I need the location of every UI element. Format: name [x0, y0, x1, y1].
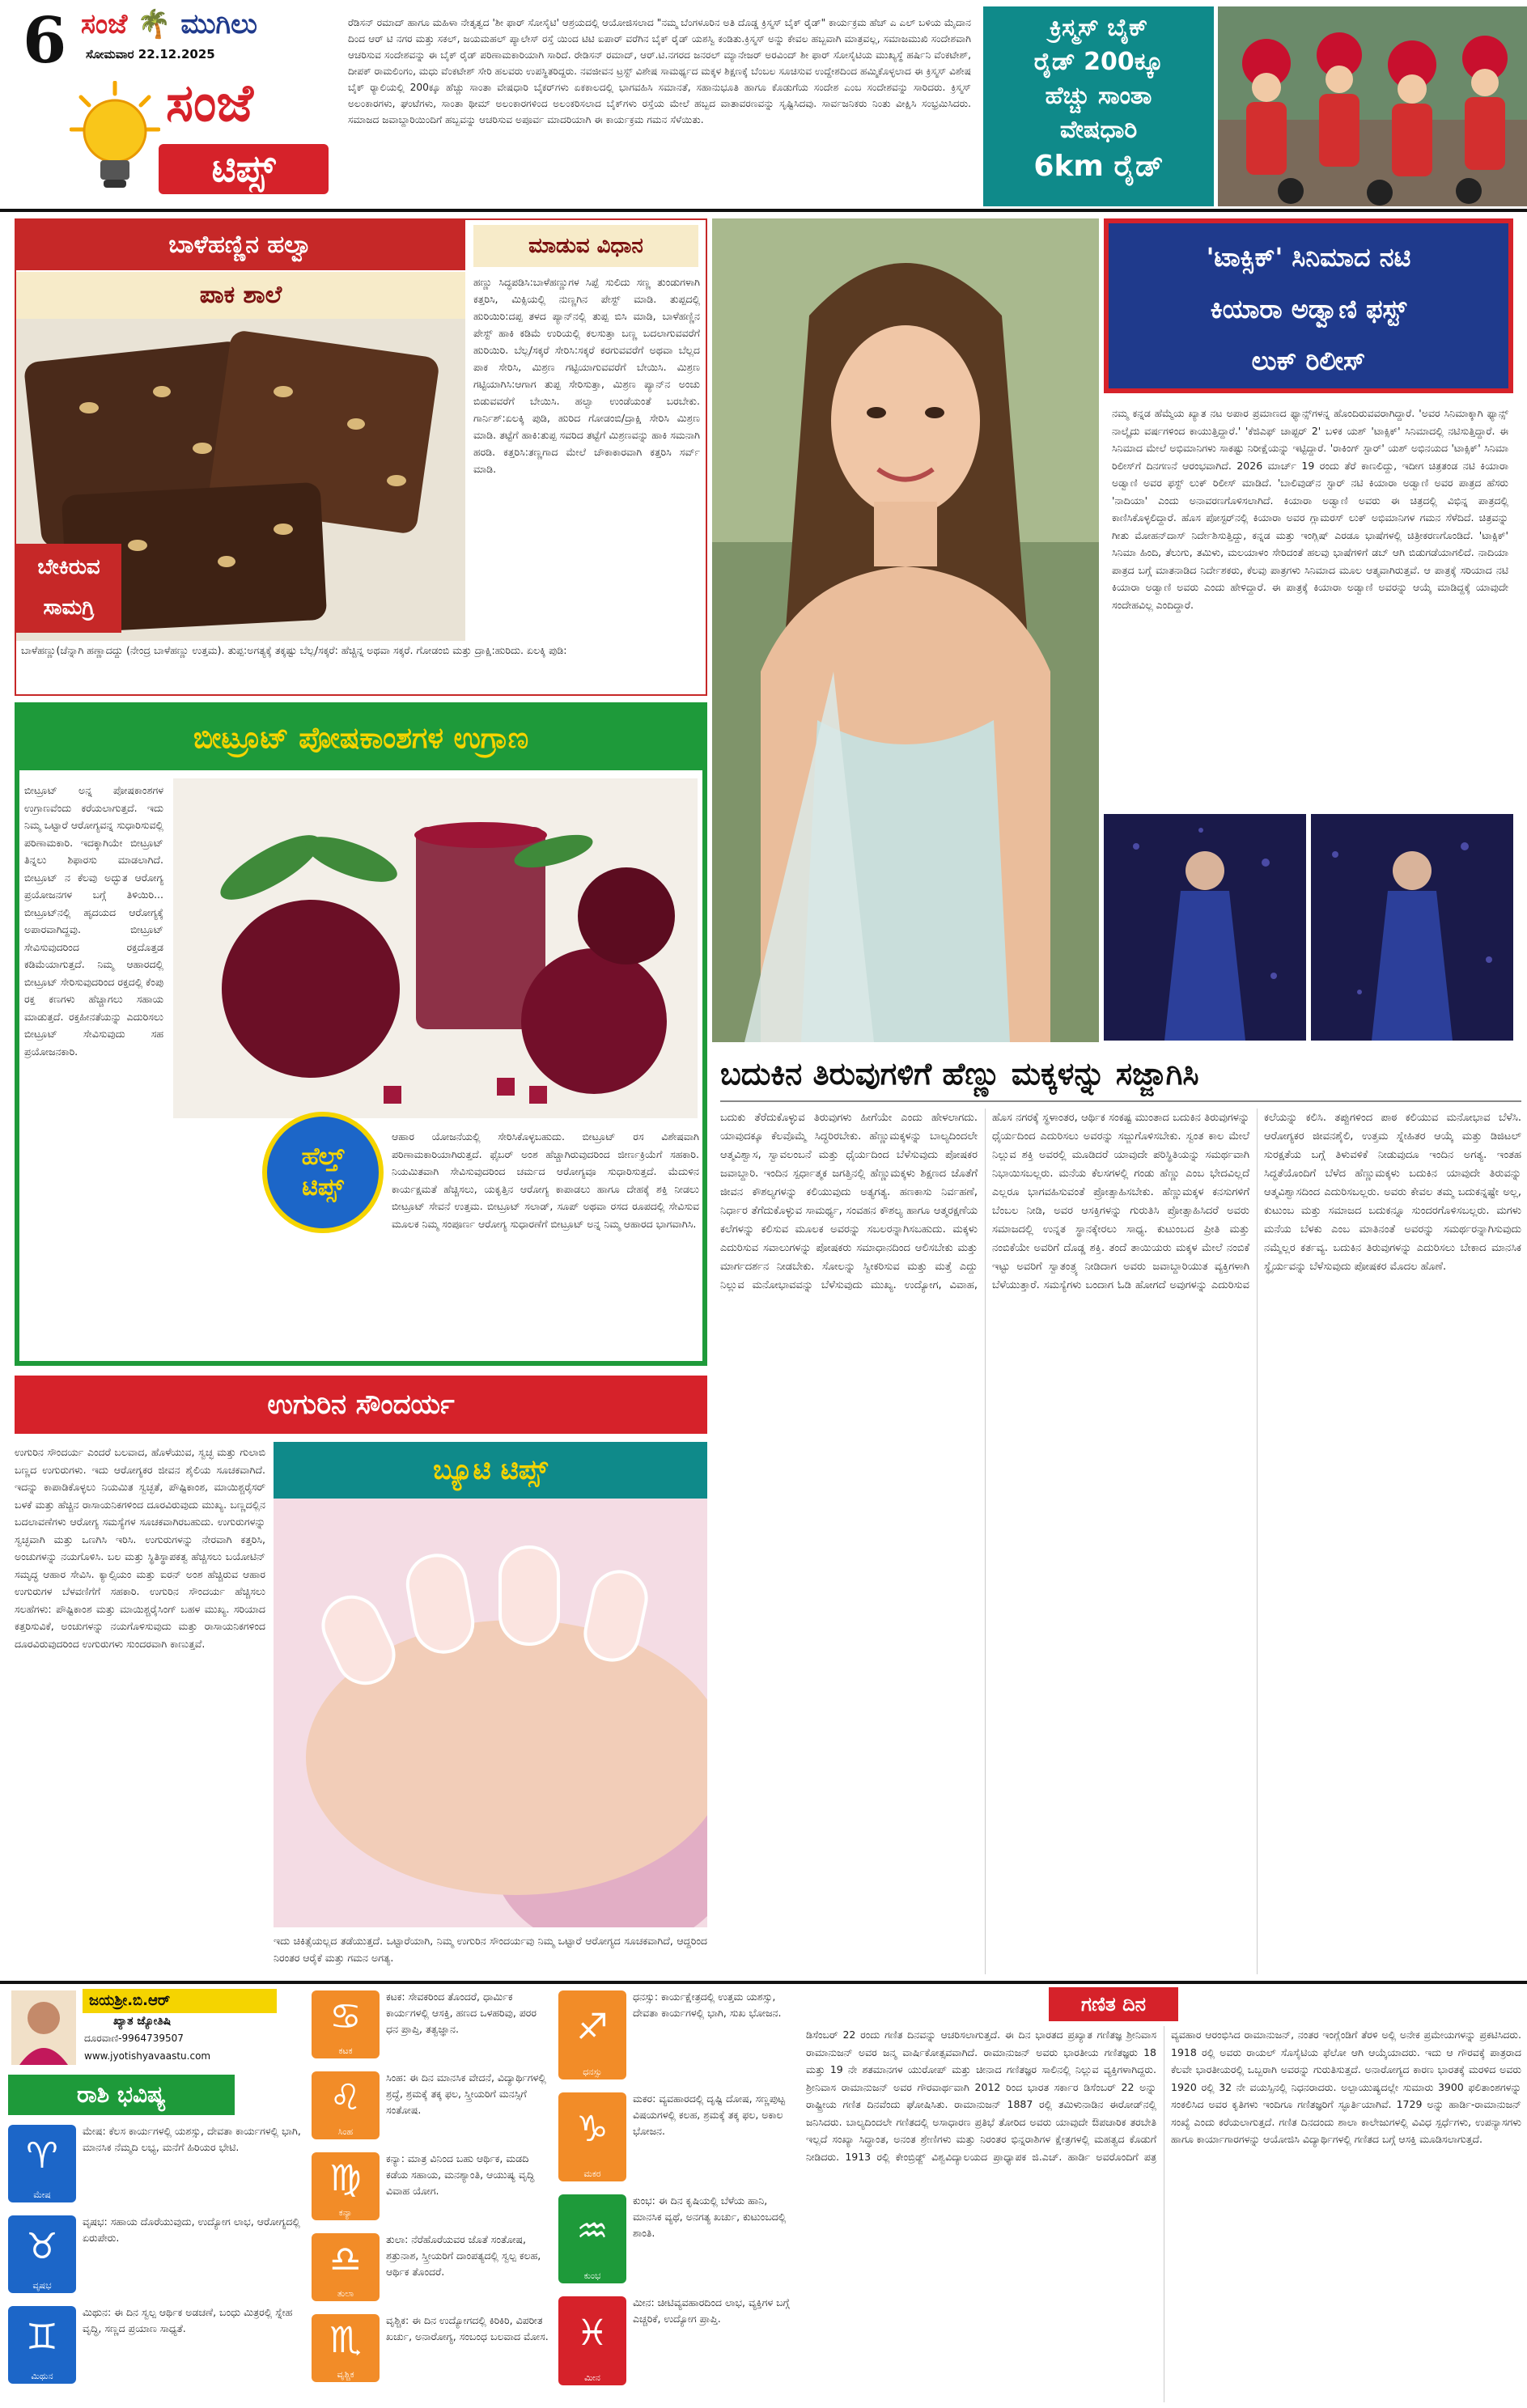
divider-parenting: [720, 1100, 1521, 1102]
horoscope-text: ಧನಸ್ಸು: ಕಾರ್ಯಕ್ಷೇತ್ರದಲ್ಲಿ ಉತ್ತಮ ಯಶಸ್ಸು, ದೇವತಾ ಕಾರ್ಯಗಳಲ್ಲಿ ಭಾಗಿ, ಸುಖ ಭೋಜನ.: [633, 1990, 782, 2019]
beetroot-title: ಬೀಟ್ರೂಟ್ ಪೋಷಕಾಂಶಗಳ ಉಗ್ರಾಣ: [19, 707, 702, 770]
horoscope-text: ಮೇಷ: ಕೆಲಸ ಕಾರ್ಯಗಳಲ್ಲಿ ಯಶಸ್ಸು, ದೇವತಾ ಕಾರ್ಯಗಳಲ್ಲಿ ಭಾಗಿ, ಮಾನಸಿಕ ನೆಮ್ಮದಿ ಲಭ್ಯ, ಮನೆಗೆ ಹಿರಿಯರ ಭೇಟಿ.: [83, 2125, 301, 2153]
halwa-ingredients: ಬಾಳೆಹಣ್ಣು(ಚೆನ್ನಾಗಿ ಹಣ್ಣಾದದ್ದು (ನೇಂದ್ರ ಬಾಳೆಹಣ್ಣು ಉತ್ತಮ). ತುಪ್ಪ:ಅಗತ್ಯಕ್ಕೆ ತಕ್ಕಷ್ಟು ಬೆಲ್ಲ/ಸಕ್ಕರೆ: ಹೆಚ್ಚಿನ್ನ ಅಥವಾ ಸಕ್ಕರೆ. ಗೋಡಂಬಿ ಮತ್ತು ದ್ರಾಕ್ಷಿ:ಹುರಿದು. ಏಲಕ್ಕಿ ಪುಡಿ:: [21, 644, 567, 656]
toxic-poster-1: [1104, 814, 1306, 1041]
ingredients-label: ಬೇಕಿರುವ ಸಾಮಗ್ರಿ: [16, 544, 121, 633]
box-line-3: ಹೆಚ್ಚು ಸಾಂತಾ: [1045, 82, 1152, 110]
bull-icon: ♉ ವೃಷಭ: [8, 2215, 76, 2293]
horoscope-row: [558, 2293, 801, 2390]
horoscope-text: ಸಿಂಹ: ಈ ದಿನ ಮಾನಸಿಕ ವೇದನೆ, ವಿದ್ಯಾರ್ಥಿಗಳಲ್ಲಿ ಶ್ರದ್ಧೆ, ಶ್ರಮಕ್ಕೆ ತಕ್ಕ ಫಲ, ಸ್ತ್ರೀಯರಿಗೆ ಮನಸ್ಸಿಗೆ ಸಂತೋಷ.: [386, 2071, 546, 2116]
toxic-article: ನಮ್ಮ ಕನ್ನಡ ಹೆಮ್ಮೆಯ ಖ್ಯಾತ ನಟ ಅಪಾರ ಪ್ರಮಾಣದ ಫ್ಯಾನ್ಸ್‌ಗಳನ್ನ ಹೊಂದಿರುವವರಾಗಿದ್ದಾರೆ. 'ಅವರ ಸಿನಿಮಾಕ್ಕಾಗಿ ಫ್ಯಾನ್ಸ್ ನಾಲ್ಕೈದು ವರ್ಷಗಳಿಂದ ಕಾಯುತ್ತಿದ್ದಾರೆ.' 'ಕೆಜಿಎಫ್ ಚಾಪ್ಟರ್ 2' ಬಳಿಕ ಯಶ್ 'ಟಾಕ್ಸಿಕ್' ಸಿನಿಮಾದಲ್ಲಿ ನಟಿಸುತ್ತಿದ್ದಾರೆ. ಈ ಸಿನಿಮಾದ ಮೇಲೆ ಅಭಿಮಾನಿಗಳು ಸಾಕಷ್ಟು ನಿರೀಕ್ಷೆಯನ್ನು ಇಟ್ಟಿದ್ದಾರೆ. 'ರಾಕಿಂಗ್ ಸ್ಟಾರ್' ಯಶ್ ಅಭಿನಯದ 'ಟಾಕ್ಸಿಕ್' ಸಿನಿಮಾ ರಿಲೀಸ್‌ಗೆ ದಿನಗಣನೆ ಆರಂಭವಾಗಿದೆ. 2026 ಮಾರ್ಚ್ 19 ರಂದು ತೆರೆ ಕಾಣಲಿದ್ದು, ಇದೀಗ ಚಿತ್ರತಂಡ ನಟಿ ಕಿಯಾರಾ ಅಡ್ವಾಣಿ ಅವರ ಫಸ್ಟ್ ಲುಕ್ ರಿಲೀಸ್ ಮಾಡಿದೆ. 'ಬಾಲಿವುಡ್‌ನ ಸ್ಟಾರ್ ನಟಿ ಕಿಯಾರಾ ಅಡ್ವಾಣಿ ಅವರ ಪಾತ್ರದ ಹೆಸರು 'ನಾದಿಯಾ' ಎಂದು ಅನಾವರಣಗೊಳಿಸಲಾಗಿದೆ. ಕಿಯಾರಾ ಅಡ್ವಾಣಿ ಅವರು ಈ ಚಿತ್ರದಲ್ಲಿ ವಿಭಿನ್ನ ಪಾತ್ರದಲ್ಲಿ ಕಾಣಿಸಿಕೊಳ್ಳಲಿದ್ದಾರೆ. ಹೊಸ ಪೋಸ್ಟರ್‌ನಲ್ಲಿ ಕಿಯಾರಾ ಅವರ ಗ್ಲಾಮರಸ್ ಲುಕ್ ಅಭಿಮಾನಿಗಳ ಗಮನ ಸೆಳೆದಿದೆ. ಚಿತ್ರವನ್ನು ಗೀತು ಮೋಹನ್‌ದಾಸ್ ನಿರ್ದೇಶಿಸುತ್ತಿದ್ದು, ಕನ್ನಡ ಮತ್ತು ಇಂಗ್ಲಿಷ್ ಎರಡೂ ಭಾಷೆಗಳಲ್ಲಿ ಚಿತ್ರೀಕರಣಗೊಂಡಿದೆ. 'ಟಾಕ್ಸಿಕ್' ಸಿನಿಮಾ ಹಿಂದಿ, ತೆಲುಗು, ತಮಿಳು, ಮಲಯಾಳಂ ಸೇರಿದಂತೆ ಹಲವು ಭಾಷೆಗಳಿಗೆ ಡಬ್ ಆಗಿ ಬಿಡುಗಡೆಯಾಗಲಿದೆ. ನಾದಿಯಾ ಪಾತ್ರದ ಬಗ್ಗೆ ಮಾತನಾಡಿದ ನಿರ್ದೇಶಕರು, ಕೆಲವು ಪಾತ್ರಗಳು ಸಿನಿಮಾದ ಮೂಲ ಆತ್ಮವಾಗಿರುತ್ತವೆ. ಆ ಪಾತ್ರಕ್ಕೆ ಸರಿಯಾದ ನಟಿ ಕಿಯಾರಾ ಅಡ್ವಾಣಿ ಅವರು ಎಂದು ಹೇಳಿದ್ದಾರೆ. ಈ ಪಾತ್ರಕ್ಕೆ ಕಿಯಾರಾ ಅಡ್ವಾಣಿ ಅವರನ್ನು ಆಯ್ಕೆ ಮಾಡಿದ್ದಕ್ಕೆ ಯಾವುದೇ ಸಂದೇಹವಿಲ್ಲ ಎಂದಿದ್ದಾರೆ.: [1112, 407, 1508, 611]
health-tips-label: ಹೆಲ್ತ್ ಟಿಪ್ಸ್: [301, 1143, 345, 1202]
health-tips-badge: [262, 1112, 384, 1233]
box-line-4: ವೇಷಧಾರಿ: [1059, 116, 1138, 144]
sign-name: ಮೇಷ: [33, 2190, 51, 2200]
kitchen-label: ಪಾಕ ಶಾಲೆ: [16, 272, 465, 319]
astrologer-role: ಖ್ಯಾತ ಜ್ಯೋತಿಷಿ: [113, 2015, 172, 2028]
signs-column-2: [312, 1987, 554, 2401]
crab-icon: ♋ ಕಟಕ: [312, 1990, 380, 2058]
math-day-title: ಗಣಿತ ದಿನ: [1049, 1987, 1178, 2021]
horoscope-text: ವೃಷಭ: ಸಹಾಯ ದೊರೆಯುವುದು, ಉದ್ಯೋಗ ಲಾಭ, ಆರೋಗ್ಯದಲ್ಲಿ ಏರುಪೇರು.: [83, 2215, 300, 2244]
beetroot-photo: [173, 778, 698, 1118]
horoscope-text: ತುಲಾ: ನೆರೆಹೊರೆಯವರ ಜೊತೆ ಸಂತೋಷ, ಶತ್ರುನಾಶ, ಸ್ತ್ರೀಯರಿಗೆ ದಾಂಪತ್ಯದಲ್ಲಿ ಸ್ವಲ್ಪ ಕಲಹ, ಆರ್ಥಿಕ ತೊಂದರೆ.: [386, 2233, 541, 2278]
toxic-title-line-2: ಕಿಯಾರಾ ಅಡ್ವಾಣಿ ಫಸ್ಟ್: [1210, 294, 1407, 324]
nails-section: [15, 1376, 707, 1974]
sign-name: ಕುಂಭ: [583, 2270, 601, 2281]
toxic-title-line-3: ಲುಕ್ ರಿಲೀಸ್: [1251, 346, 1366, 376]
section-title-tips: ಟಿಪ್ಸ್: [159, 144, 329, 194]
page-number: 6: [23, 4, 67, 78]
parenting-title: ಬದುಕಿನ ತಿರುವುಗಳಿಗೆ ಹೆಣ್ಣು ಮಕ್ಕಳನ್ನು ಸಜ್ಜಾಗಿಸಿ: [720, 1056, 1199, 1092]
toxic-title-box: [1104, 218, 1513, 393]
paper-name-part-1: ಸಂಜೆ: [81, 8, 128, 40]
sign-name: ಕಟಕ: [338, 2046, 353, 2056]
horoscope-text: ಕುಂಭ: ಈ ದಿನ ಕೃಷಿಯಲ್ಲಿ ಬೆಳೆಯ ಹಾನಿ, ಮಾನಸಿಕ ವ್ಯಥೆ, ಅನಗತ್ಯ ಖರ್ಚು, ಕುಟುಂಬದಲ್ಲಿ ಶಾಂತಿ.: [633, 2194, 787, 2239]
goat-icon: ♑ ಮಕರ: [558, 2092, 626, 2181]
beetroot-text-left: ಬೀಟ್ರೂಟ್ ಅನ್ನ ಪೋಷಕಾಂಶಗಳ ಉಗ್ರಾಣವೆಂದು ಕರೆಯಲಾಗುತ್ತದೆ. ಇದು ನಿಮ್ಮ ಒಟ್ಟಾರೆ ಆರೋಗ್ಯವನ್ನ ಸುಧಾರಿಸುವಲ್ಲಿ ಪರಿಣಾಮಕಾರಿ. ಇದಕ್ಕಾಗಿಯೇ ಬೀಟ್ರೂಟ್ ತಿನ್ನಲು ಶಿಫಾರಸು ಮಾಡಲಾಗಿದೆ. ಬೀಟ್ರೂಟ್ ನ ಕೆಲವು ಅದ್ಭುತ ಆರೋಗ್ಯ ಪ್ರಯೋಜನಗಳ ಬಗ್ಗೆ ತಿಳಿಯಿರಿ... ಬೀಟ್ರೂಟ್‌ನಲ್ಲಿ ಹೃದಯದ ಆರೋಗ್ಯಕ್ಕೆ ಅಪಾರವಾಗಿದ್ದವು. ಬೀಟ್ರೂಟ್ ಸೇವಿಸುವುದರಿಂದ ರಕ್ತದೊತ್ತಡ ಕಡಿಮೆಯಾಗುತ್ತದೆ. ನಿಮ್ಮ ಆಹಾರದಲ್ಲಿ ಬೀಟ್ರೂಟ್ ಸೇರಿಸುವುದರಿಂದ ರಕ್ತದಲ್ಲಿ ಕೆಂಪು ರಕ್ತ ಕಣಗಳು ಹೆಚ್ಚಾಗಲು ಸಹಾಯ ಮಾಡುತ್ತದೆ. ರಕ್ತಹೀನತೆಯನ್ನು ಎದುರಿಸಲು ಬೀಟ್ರೂಟ್ ಸೇವಿಸುವುದು ಸಹ ಪ್ರಯೋಜನಕಾರಿ.: [24, 784, 163, 1058]
palm-tree-icon: 🌴: [137, 8, 172, 40]
nails-text: ಉಗುರಿನ ಸೌಂದರ್ಯ ಎಂದರೆ ಬಲವಾದ, ಹೊಳೆಯುವ, ಸ್ವಚ್ಛ ಮತ್ತು ಗುಲಾಬಿ ಬಣ್ಣದ ಉಗುರುಗಳು. ಇದು ಆರೋಗ್ಯಕರ ಜೀವನ ಶೈಲಿಯ ಸೂಚಕವಾಗಿದೆ. ಇದನ್ನು ಕಾಪಾಡಿಕೊಳ್ಳಲು ನಿಯಮಿತ ಸ್ವಚ್ಛತೆ, ಪೌಷ್ಟಿಕಾಂಶ, ಮಾಯಿಶ್ಚರೈಸರ್ ಬಳಕೆ ಮತ್ತು ಹೆಚ್ಚಿನ ರಾಸಾಯನಿಕಗಳಿಂದ ದೂರವಿರುವುದು ಮುಖ್ಯ. ಬಣ್ಣದಲ್ಲಿನ ಬದಲಾವಣೆಗಳು ಆರೋಗ್ಯ ಸಮಸ್ಯೆಗಳ ಸೂಚಕವಾಗಿರಬಹುದು. ಉಗುರುಗಳನ್ನು ಸ್ವಚ್ಛವಾಗಿ ಮತ್ತು ಒಣಗಿಸಿ ಇರಿಸಿ. ಉಗುರುಗಳನ್ನು ನೇರವಾಗಿ ಕತ್ತರಿಸಿ, ಅಂಚುಗಳನ್ನು ನಯಗೊಳಿಸಿ. ಬಲ ಮತ್ತು ಸ್ಥಿತಿಸ್ಥಾಪಕತ್ವ ಹೆಚ್ಚಿಸಲು ಬಯೋಟಿನ್ ಸಮೃದ್ಧ ಆಹಾರ ಸೇವಿಸಿ. ಕ್ಯಾಲ್ಸಿಯಂ ಮತ್ತು ಐರನ್ ಅಂಶ ಹೆಚ್ಚಿರುವ ಆಹಾರ ಉಗುರುಗಳ ಬೆಳವಣಿಗೆಗೆ ಸಹಕಾರಿ. ಉಗುರಿನ ಸೌಂದರ್ಯ ಹೆಚ್ಚಿಸಲು ಸಲಹೆಗಳು: ಪೌಷ್ಟಿಕಾಂಶ ಮತ್ತು ಮಾಯಿಶ್ಚರೈಸಿಂಗ್ ಬಹಳ ಮುಖ್ಯ. ಸರಿಯಾದ ಕತ್ತರಿಸುವಿಕೆ, ಅಂಚುಗಳನ್ನು ನಯಗೊಳಿಸುವುದು ಮತ್ತು ರಾಸಾಯನಿಕಗಳಿಂದ ದೂರವಿರುವುದರಿಂದ ಉಗುರುಗಳು ಸುಂದರವಾಗಿ ಕಾಣುತ್ತವೆ.: [15, 1446, 265, 1650]
sign-name: ಕನ್ಯಾ: [338, 2207, 353, 2218]
sign-name: ಸಿಂಹ: [337, 2126, 354, 2137]
math-day-section: [806, 1987, 1521, 2404]
horoscope-text: ಮಿಥುನ: ಈ ದಿನ ಸ್ವಲ್ಪ ಆರ್ಥಿಕ ಅಡಚಣೆ, ಬಂಧು ಮಿತ್ರರಲ್ಲಿ ಸ್ನೇಹ ವೃದ್ಧಿ, ಸಣ್ಣದ ಪ್ರಯಾಣ ಸಾಧ್ಯತೆ.: [83, 2306, 293, 2334]
lion-icon: ♌ ಸಿಂಹ: [312, 2071, 380, 2139]
horoscope-section: [8, 1987, 801, 2404]
signs-column-1: [8, 2122, 308, 2401]
nails-caption: ಇದು ಚಿಕಿತ್ಸೆಯಲ್ಲದ ತಡೆಯುತ್ತದೆ. ಒಟ್ಟಾರೆಯಾಗಿ, ನಿಮ್ಮ ಉಗುರಿನ ಸೌಂದರ್ಯವು ನಿಮ್ಮ ಒಟ್ಟಾರೆ ಆರೋಗ್ಯದ ಸೂಚಕವಾಗಿದೆ, ಆದ್ದರಿಂದ ನಿರಂತರ ಆರೈಕೆ ಮತ್ತು ಗಮನ ಅಗತ್ಯ.: [274, 1935, 707, 1964]
paper-name-part-2: ಮುಗಿಲು: [180, 8, 257, 40]
astrologer-phone: ದೂರವಾಣಿ-9964739507: [84, 2033, 184, 2044]
ram-icon: ♈ ಮೇಷ: [8, 2125, 76, 2202]
archer-icon: ♐ ಧನಸ್ಸು: [558, 1990, 626, 2079]
math-day-article: ಡಿಸೆಂಬರ್ 22 ರಂದು ಗಣಿತ ದಿನವನ್ನು ಆಚರಿಸಲಾಗುತ್ತದೆ. ಈ ದಿನ ಭಾರತದ ಪ್ರಖ್ಯಾತ ಗಣಿತಜ್ಞ ಶ್ರೀನಿವಾಸ ರಾಮಾನುಜನ್ ಅವರ ಜನ್ಮ ವಾರ್ಷಿಕೋತ್ಸವವಾಗಿದೆ. ರಾಮಾನುಜನ್ ಅವರು ಭಾರತೀಯ ಗಣಿತಜ್ಞರು 18 ಮತ್ತು 19 ನೇ ಶತಮಾನಗಳ ಯುರೋಪ್ ಮತ್ತು ಚೀನಾದ ಗಣಿತಜ್ಞರ ಸಾಲಿನಲ್ಲಿ ನಿಲ್ಲುವ ವ್ಯಕ್ತಿಗಳಾಗಿದ್ದರು. ಶ್ರೀನಿವಾಸ ರಾಮಾನುಜನ್ ಅವರ ಗೌರವಾರ್ಥವಾಗಿ 2012 ರಿಂದ ಭಾರತ ಸರ್ಕಾರ ಡಿಸೆಂಬರ್ 22 ಅನ್ನು ರಾಷ್ಟ್ರೀಯ ಗಣಿತ ದಿನವೆಂದು ಘೋಷಿಸಿತು. ರಾಮಾನುಜನ್ 1887 ರಲ್ಲಿ ತಮಿಳುನಾಡಿನ ಈರೋಡ್‌ನಲ್ಲಿ ಜನಿಸಿದರು. ಬಾಲ್ಯದಿಂದಲೇ ಗಣಿತದಲ್ಲಿ ಅಸಾಧಾರಣ ಪ್ರತಿಭೆ ತೋರಿದ ಅವರು ಯಾವುದೇ ಔಪಚಾರಿಕ ತರಬೇತಿ ಇಲ್ಲದೆ ಸಂಖ್ಯಾ ಸಿದ್ಧಾಂತ, ಅನಂತ ಶ್ರೇಣಿಗಳು ಮತ್ತು ನಿರಂತರ ಭಿನ್ನರಾಶಿಗಳ ಕ್ಷೇತ್ರಗಳಲ್ಲಿ ಮಹತ್ವದ ಕೊಡುಗೆ ನೀಡಿದರು. 1913 ರಲ್ಲಿ ಕೇಂಬ್ರಿಡ್ಜ್ ವಿಶ್ವವಿದ್ಯಾಲಯದ ಪ್ರಾಧ್ಯಾಪಕ ಜಿ.ಎಚ್. ಹಾರ್ಡಿ ಅವರೊಂದಿಗೆ ಪತ್ರ ವ್ಯವಹಾರ ಆರಂಭಿಸಿದ ರಾಮಾನುಜನ್, ನಂತರ ಇಂಗ್ಲೆಂಡಿಗೆ ತೆರಳಿ ಅಲ್ಲಿ ಅನೇಕ ಪ್ರಮೇಯಗಳನ್ನು ಪ್ರಕಟಿಸಿದರು. 1918 ರಲ್ಲಿ ಅವರು ರಾಯಲ್ ಸೊಸೈಟಿಯ ಫೆಲೋ ಆಗಿ ಆಯ್ಕೆಯಾದರು. ಇದು ಆ ಗೌರವಕ್ಕೆ ಪಾತ್ರರಾದ ಕೆಲವೇ ಭಾರತೀಯರಲ್ಲಿ ಒಬ್ಬರಾಗಿ ಅವರನ್ನು ಗುರುತಿಸುತ್ತದೆ. ಅನಾರೋಗ್ಯದ ಕಾರಣ ಭಾರತಕ್ಕೆ ಮರಳಿದ ಅವರು 1920 ರಲ್ಲಿ 32 ನೇ ವಯಸ್ಸಿನಲ್ಲಿ ನಿಧನರಾದರು. ಅಲ್ಪಾಯುಷ್ಯದಲ್ಲೇ ಸುಮಾರು 3900 ಫಲಿತಾಂಶಗಳನ್ನು ಸಂಕಲಿಸಿದ ಅವರ ಕೃತಿಗಳು ಇಂದಿಗೂ ಗಣಿತಜ್ಞರಿಗೆ ಸ್ಫೂರ್ತಿಯಾಗಿವೆ. 1729 ಅನ್ನು ಹಾರ್ಡಿ-ರಾಮಾನುಜನ್ ಸಂಖ್ಯೆ ಎಂದು ಕರೆಯಲಾಗುತ್ತದೆ. ಗಣಿತ ದಿನದಂದು ಶಾಲಾ ಕಾಲೇಜುಗಳಲ್ಲಿ ವಿವಿಧ ಸ್ಪರ್ಧೆಗಳು, ಉಪನ್ಯಾಸಗಳು ಹಾಗೂ ಕಾರ್ಯಾಗಾರಗಳನ್ನು ಆಯೋಜಿಸಿ ವಿದ್ಯಾರ್ಥಿಗಳಲ್ಲಿ ಗಣಿತದ ಬಗ್ಗೆ ಆಸಕ್ತಿ ಮೂಡಿಸಲಾಗುತ್ತದೆ.: [806, 2029, 1521, 2163]
astrologer-name: ಜಯಶ್ರೀ.ಬಿ.ಆರ್: [83, 1989, 277, 2013]
box-line-1: ಕ್ರಿಸ್ಮಸ್ ಬೈಕ್: [1049, 14, 1148, 42]
sign-name: ತುಲಾ: [337, 2288, 354, 2299]
box-line-5: 6km ರೈಡ್: [1033, 150, 1164, 183]
beauty-tips-badge: ಬ್ಯೂಟಿ ಟಿಪ್ಸ್: [274, 1442, 707, 1499]
paper-name: [81, 8, 257, 40]
fish-icon: ♓ ಮೀನ: [558, 2296, 626, 2385]
halwa-section: [15, 218, 707, 696]
horoscope-row: [312, 2311, 554, 2387]
kiara-advani-photo: [712, 218, 1099, 1042]
horoscope-text: ಕನ್ಯಾ: ಮಾತ್ರ ವಿನಿಂದ ಬಹು ಆರ್ಥಿಕ, ಮಡದಿ ಕಡೆಯ ಸಹಾಯ, ಮನಶ್ಯಾಂತಿ, ಆಯುಷ್ಯ ವೃದ್ಧಿ ವಿವಾಹ ಯೋಗ.: [386, 2152, 535, 2197]
horoscope-row: [558, 2089, 801, 2186]
signs-column-3: [558, 1987, 801, 2401]
horoscope-title: ರಾಶಿ ಭವಿಷ್ಯ: [8, 2075, 235, 2115]
scales-icon: ♎ ತುಲಾ: [312, 2233, 380, 2301]
horoscope-row: [312, 2068, 554, 2144]
toxic-section: [1104, 218, 1513, 1042]
divider-top: [0, 209, 1527, 212]
horoscope-row: [558, 1987, 801, 2084]
horoscope-text: ವೃಶ್ಚಿಕ: ಈ ದಿನ ಉದ್ಯೋಗದಲ್ಲಿ ಕಿರಿಕಿರಿ, ವಿಪರೀತ ಖರ್ಚು, ಅನಾರೋಗ್ಯ, ಸಂಬಂಧ ಬಲವಾದ ಮೋಸ.: [386, 2314, 549, 2342]
sign-name: ವೃಷಭ: [32, 2280, 52, 2291]
lightbulb-icon: [70, 81, 160, 194]
christmas-ride-article: ರೆಡಿಸನ್ ರಮಾದ್ ಹಾಗೂ ಮಹಿಳಾ ನೇತೃತ್ವದ 'ಶೀ ಫಾರ್ ಸೋಸೈಟಿ' ಆಶ್ರಯದಲ್ಲಿ ಆಯೋಜಿಸಲಾದ "ನಮ್ಮ ಬೆಂಗಳೂರಿನ ಅತಿ ದೊಡ್ಡ ಕ್ರಿಸ್ಮಸ್ ಬೈಕ್ ರೈಡ್" ಕಾರ್ಯಕ್ರಮ ಹೆಚ್ ಎ ಎಲ್ ಬಳಿಯ ಮೈದಾನ ದಿಂದ ಆರ್ ಟಿ ನಗರ ಮತ್ತು ಸಕಲ್, ಜಯಮಹಲ್ ಪ್ಯಾಲೇಸ್ ರಸ್ತೆ ಯಿಂದ ಟಿಟಿ ಐಪಾರ್ ವರೆಗಿನ ಬೈಕ್ ರೈಡ್ ಯಶಸ್ವಿ ಕಂಡಿತು.ಕ್ರಿಸ್ಮಸ್ ಅನ್ನು ಕೇವಲ ಹಬ್ಬವಾಗಿ ಮಾತ್ರವಲ್ಲ, ಸಮಾಜಮುಖಿ ಸಂದೇಶವಾಗಿ ಆಚರಿಸುವ ಸಂದೇಶವನ್ನು ಈ ಬೈಕ್ ರೈಡ್ ಪರಿಣಾಮಕಾರಿಯಾಗಿ ಸಾರಿದೆ. ರೇಡಿಸನ್ ರಮಾದ್, ಆರ್.ಟಿ.ನಗರದ ಜನರಲ್ ಮ್ಯಾನೇಜರ್ ಅರವಿಂದ್ ಶೀ ಫಾರ್ ಸೋಸೈಟಿಯ ಮುಖ್ಯಸ್ಥೆ ಹರ್ಷಿನಿ ವೆಂಕಟೇಶ್, ದೀಪಕ್ ರಾಮಲಿಂಗಂ, ಮಧು ವೆಂಕಟೇಶ್ ಸೇರಿ ಹಲವರು ಉಪಸ್ಥಿತರಿದ್ದರು. ನವಜೀವನ ಟ್ರಸ್ಟ್ ವಿಶೇಷ ಸಾಮರ್ಥ್ಯದ ಮಕ್ಕಳ ಶಿಕ್ಷಣಕ್ಕೆ ಬೆಂಬಲ ಸೂಚಿಸುವ ಉದ್ದೇಶದಿಂದ ಹಮ್ಮಿಕೊಳ್ಳಲಾದ ಈ ಕ್ರಿಸ್ಮಸ್ ವಿಶೇಷ ಬೈಕ್ ರ್‍ಯಾಲಿಯಲ್ಲಿ 200ಕ್ಕೂ ಹೆಚ್ಚು ಸಾಂತಾ ವೇಷಧಾರಿ ಬೈಕರ್‌ಗಳು ಏಕಕಾಲದಲ್ಲಿ ಭಾಗವಹಿಸಿ ಸಮಾನತೆ, ಸಹಾನುಭೂತಿ ಹಾಗೂ ಕೊಡುಗೆಯ ಸಂದೇಶ ಎಂಬ ಸಂದೇಶವನ್ನು ಸಾರಿದರು. ಕ್ರಿಸ್ಮಸ್ ಅಲಂಕಾರಗಳು, ಘಂಟೆಗಳು, ಸಾಂತಾ ಥೀಮ್ ಅಲಂಕಾರಗಳಿಂದ ಅಲಂಕರಿಸಲಾದ ಬೈಕ್‌ಗಳು ರಸ್ತೆಯ ಮೇಲೆ ಹಬ್ಬದ ವಾತಾವರಣವನ್ನು ಸೃಷ್ಟಿಸಿದವು. ಸಾರ್ವಜನಿಕರು ನಿಂತು ವೀಕ್ಷಿಸಿ ಸಂಭ್ರಮಿಸಿದರು. ಸಮಾಜದ ಜವಾಬ್ದಾರಿಯಿಂದಿಗೆ ಹಬ್ಬವನ್ನು ಆಚರಿಸುವ ಅಪೂರ್ವ ಮಾದರಿಯಾಗಿ ಈ ಕಾರ್ಯಕ್ರಮ ಗಮನ ಸೆಳೆಯಿತು.: [348, 17, 971, 125]
santa-bikers-photo: [1218, 6, 1527, 206]
horoscope-row: [8, 2122, 308, 2207]
sign-name: ಮಿಥುನ: [31, 2371, 53, 2381]
divider-bottom: [0, 1981, 1527, 1984]
horoscope-row: [312, 2230, 554, 2306]
astrologer-avatar: [11, 1990, 76, 2065]
sign-name: ಮೀನ: [584, 2372, 600, 2383]
water-bearer-icon: ♒ ಕುಂಭ: [558, 2194, 626, 2283]
horoscope-row: [8, 2303, 308, 2389]
astrologer-website[interactable]: www.jyotishyavaastu.com: [84, 2050, 211, 2062]
horoscope-row: [8, 2212, 308, 2298]
horoscope-text: ಕಟಕ: ಸೇವಕರಿಂದ ತೊಂದರೆ, ಧಾರ್ಮಿಕ ಕಾರ್ಯಗಳಲ್ಲಿ ಆಸಕ್ತಿ, ಹಣದ ಒಳಹರಿವು, ಪರರ ಧನ ಪ್ರಾಪ್ತಿ, ತತ್ವಜ್ಞಾನ.: [386, 1990, 537, 2035]
scorpion-icon: ♏ ವೃಶ್ಚಿಕ: [312, 2314, 380, 2382]
horoscope-text: ಮಕರ: ವ್ಯವಹಾರದಲ್ಲಿ ದೃಷ್ಟಿ ದೋಷ, ಸಣ್ಣಪುಟ್ಟ ವಿಷಯಗಳಲ್ಲಿ ಕಲಹ, ಶ್ರಮಕ್ಕೆ ತಕ್ಕ ಫಲ, ಅಕಾಲ ಭೋಜನ.: [633, 2092, 786, 2137]
nails-title: ಉಗುರಿನ ಸೌಂದರ್ಯ: [15, 1376, 707, 1434]
horoscope-row: [312, 2149, 554, 2225]
box-line-2: ರೈಡ್ 200ಕ್ಕೂ: [1033, 48, 1164, 76]
horoscope-row: [558, 2191, 801, 2288]
toxic-poster-2: [1311, 814, 1513, 1041]
beetroot-section: [15, 702, 707, 1366]
parenting-article: ಬದುಕು ತೆರೆದುಕೊಳ್ಳುವ ತಿರುವುಗಳು ಹೀಗೆಯೇ ಎಂದು ಹೇಳಲಾಗದು. ಯಾವುದಕ್ಕೂ ಕೆಲವೊಮ್ಮೆ ಸಿದ್ಧರಿರಬೇಕು. ಹೆಣ್ಣುಮಕ್ಕಳನ್ನು ಬಾಲ್ಯದಿಂದಲೇ ಆತ್ಮವಿಶ್ವಾಸ, ಸ್ವಾವಲಂಬನೆ ಮತ್ತು ಧೈರ್ಯದಿಂದ ಬೆಳೆಸುವುದು ಪೋಷಕರ ಜವಾಬ್ದಾರಿ. ಇಂದಿನ ಸ್ಪರ್ಧಾತ್ಮಕ ಜಗತ್ತಿನಲ್ಲಿ ಹೆಣ್ಣುಮಕ್ಕಳು ಶಿಕ್ಷಣದ ಜೊತೆಗೆ ಜೀವನ ಕೌಶಲ್ಯಗಳನ್ನು ಕಲಿಯುವುದು ಅತ್ಯಗತ್ಯ. ಹಣಕಾಸು ನಿರ್ವಹಣೆ, ನಿರ್ಧಾರ ತೆಗೆದುಕೊಳ್ಳುವ ಸಾಮರ್ಥ್ಯ, ಸಂವಹನ ಕೌಶಲ್ಯ ಹಾಗೂ ಆತ್ಮರಕ್ಷಣೆಯ ಕಲೆಗಳನ್ನು ಕಲಿಸುವ ಮೂಲಕ ಅವರನ್ನು ಸಬಲರನ್ನಾಗಿಸಬಹುದು. ಮಕ್ಕಳು ಎದುರಿಸುವ ಸವಾಲುಗಳನ್ನು ಪೋಷಕರು ಸಮಾಧಾನದಿಂದ ಆಲಿಸಬೇಕು ಮತ್ತು ಮಾರ್ಗದರ್ಶನ ನೀಡಬೇಕು. ಸೋಲನ್ನು ಸ್ವೀಕರಿಸುವ ಮತ್ತು ಮತ್ತೆ ಎದ್ದು ನಿಲ್ಲುವ ಮನೋಭಾವವನ್ನು ಬೆಳೆಸುವುದು ಮುಖ್ಯ. ಉದ್ಯೋಗ, ವಿವಾಹ, ಹೊಸ ನಗರಕ್ಕೆ ಸ್ಥಳಾಂತರ, ಆರ್ಥಿಕ ಸಂಕಷ್ಟ ಮುಂತಾದ ಬದುಕಿನ ತಿರುವುಗಳನ್ನು ಧೈರ್ಯದಿಂದ ಎದುರಿಸಲು ಅವರನ್ನು ಸಜ್ಜುಗೊಳಿಸಬೇಕು. ಸ್ವಂತ ಕಾಲ ಮೇಲೆ ನಿಲ್ಲುವ ಶಕ್ತಿ ಅವರಲ್ಲಿ ಮೂಡಿದರೆ ಯಾವುದೇ ಪರಿಸ್ಥಿತಿಯನ್ನು ಸಮರ್ಥವಾಗಿ ನಿಭಾಯಿಸಬಲ್ಲರು. ಮನೆಯ ಕೆಲಸಗಳಲ್ಲಿ ಗಂಡು ಹೆಣ್ಣು ಎಂಬ ಭೇದವಿಲ್ಲದೆ ಎಲ್ಲರೂ ಭಾಗವಹಿಸುವಂತೆ ಪ್ರೋತ್ಸಾಹಿಸಬೇಕು. ಹೆಣ್ಣುಮಕ್ಕಳ ಕನಸುಗಳಿಗೆ ಬೆಂಬಲ ನೀಡಿ, ಅವರ ಆಸಕ್ತಿಗಳನ್ನು ಗುರುತಿಸಿ ಪ್ರೋತ್ಸಾಹಿಸಿದರೆ ಅವರು ಸಮಾಜದಲ್ಲಿ ಉನ್ನತ ಸ್ಥಾನಕ್ಕೇರಲು ಸಾಧ್ಯ. ಕುಟುಂಬದ ಪ್ರೀತಿ ಮತ್ತು ನಂಬಿಕೆಯೇ ಅವರಿಗೆ ದೊಡ್ಡ ಶಕ್ತಿ. ತಂದೆ ತಾಯಿಯರು ಮಕ್ಕಳ ಮೇಲೆ ನಂಬಿಕೆ ಇಟ್ಟು ಅವರಿಗೆ ಸ್ವಾತಂತ್ರ್ಯ ನೀಡಿದಾಗ ಅವರು ಜವಾಬ್ದಾರಿಯುತ ವ್ಯಕ್ತಿಗಳಾಗಿ ಬೆಳೆಯುತ್ತಾರೆ. ಸಮಸ್ಯೆಗಳು ಬಂದಾಗ ಓಡಿ ಹೋಗದೆ ಅವುಗಳನ್ನು ಎದುರಿಸುವ ಕಲೆಯನ್ನು ಕಲಿಸಿ. ತಪ್ಪುಗಳಿಂದ ಪಾಠ ಕಲಿಯುವ ಮನೋಭಾವ ಬೆಳೆಸಿ. ಆರೋಗ್ಯಕರ ಜೀವನಶೈಲಿ, ಉತ್ತಮ ಸ್ನೇಹಿತರ ಆಯ್ಕೆ ಮತ್ತು ಡಿಜಿಟಲ್ ಸುರಕ್ಷತೆಯ ಬಗ್ಗೆ ತಿಳುವಳಿಕೆ ನೀಡುವುದೂ ಇಂದಿನ ಅಗತ್ಯ. ಇಂತಹ ಸಿದ್ಧತೆಯೊಂದಿಗೆ ಬೆಳೆದ ಹೆಣ್ಣುಮಕ್ಕಳು ಬದುಕಿನ ಯಾವುದೇ ತಿರುವನ್ನು ಆತ್ಮವಿಶ್ವಾಸದಿಂದ ಎದುರಿಸಬಲ್ಲರು. ಅವರು ಕೇವಲ ತಮ್ಮ ಬದುಕನ್ನಷ್ಟೇ ಅಲ್ಲ, ಕುಟುಂಬ ಮತ್ತು ಸಮಾಜದ ಬದುಕನ್ನೂ ಸುಂದರಗೊಳಿಸಬಲ್ಲರು. ಮಗಳು ಮನೆಯ ಬೆಳಕು ಎಂಬ ಮಾತಿನಂತೆ ಅವರನ್ನು ಸಮರ್ಥರನ್ನಾಗಿಸುವುದು ನಮ್ಮೆಲ್ಲರ ಕರ್ತವ್ಯ. ಬದುಕಿನ ತಿರುವುಗಳನ್ನು ಎದುರಿಸಲು ಬೇಕಾದ ಮಾನಸಿಕ ಸ್ಥೈರ್ಯವನ್ನು ಬೆಳೆಸುವುದು ಪೋಷಕರ ಮೊದಲ ಹೊಣೆ.: [720, 1112, 1521, 1291]
sign-name: ವೃಶ್ಚಿಕ: [337, 2369, 354, 2380]
nails-photo: [274, 1499, 707, 1927]
maiden-icon: ♍ ಕನ್ಯಾ: [312, 2152, 380, 2220]
christmas-ride-box: [983, 6, 1214, 206]
sign-name: ಮಕರ: [583, 2168, 601, 2179]
halwa-method: ಹಣ್ಣು ಸಿದ್ಧಪಡಿಸಿ:ಬಾಳೆಹಣ್ಣುಗಳ ಸಿಪ್ಪೆ ಸುಲಿದು ಸಣ್ಣ ತುಂಡುಗಳಾಗಿ ಕತ್ತರಿಸಿ, ಮಿಕ್ಸಿಯಲ್ಲಿ ನುಣ್ಣಗಿನ ಪೇಸ್ಟ್ ಮಾಡಿ. ತುಪ್ಪದಲ್ಲಿ ಹುರಿಯಿರಿ:ದಪ್ಪ ತಳದ ಪ್ಯಾನ್‌ನಲ್ಲಿ ತುಪ್ಪ ಬಿಸಿ ಮಾಡಿ, ಬಾಳೆಹಣ್ಣಿನ ಪೇಸ್ಟ್ ಹಾಕಿ ಕಡಿಮೆ ಉರಿಯಲ್ಲಿ ಕಲಸುತ್ತಾ ಬಣ್ಣ ಬದಲಾಗುವವರೆಗೆ ಹುರಿಯಿರಿ. ಬೆಲ್ಲ/ಸಕ್ಕರೆ ಸೇರಿಸಿ:ಸಕ್ಕರೆ ಕರಗುವವರೆಗೆ ಅಥವಾ ಬೆಲ್ಲದ ಪಾಕ ಸೇರಿಸಿ, ಮಿಶ್ರಣ ಗಟ್ಟಿಯಾಗುವವರೆಗೆ ಬೇಯಿಸಿ. ಮಿಶ್ರಣ ಗಟ್ಟಿಯಾಗಿಸಿ:ಆಗಾಗ ತುಪ್ಪ ಸೇರಿಸುತ್ತಾ, ಮಿಶ್ರಣ ಪ್ಯಾನ್‌ನ ಅಂಚು ಬಿಡುವವರೆಗೆ ಬೇಯಿಸಿ. ಹಲ್ವಾ ಉಂಡೆಯಂತೆ ಬರಬೇಕು. ಗಾರ್ನಿಶ್:ಏಲಕ್ಕಿ ಪುಡಿ, ಹುರಿದ ಗೋಡಂಬಿ/ದ್ರಾಕ್ಷಿ ಸೇರಿಸಿ ಮಿಶ್ರಣ ಮಾಡಿ. ತಟ್ಟೆಗೆ ಹಾಕಿ:ತುಪ್ಪ ಸವರಿದ ತಟ್ಟೆಗೆ ಮಿಶ್ರಣವನ್ನು ಹಾಕಿ ಸಮನಾಗಿ ಹರಡಿ. ಕತ್ತರಿಸಿ:ತಣ್ಣಗಾದ ಮೇಲೆ ಚೌಕಾಕಾರವಾಗಿ ಕತ್ತರಿಸಿ ಸರ್ವ್ ಮಾಡಿ.: [473, 276, 700, 475]
twins-icon: ♊ ಮಿಥುನ: [8, 2306, 76, 2384]
halwa-title: ಬಾಳೆಹಣ್ಣಿನ ಹಲ್ವಾ: [16, 220, 465, 270]
horoscope-row: [312, 1987, 554, 2063]
date-line: ಸೋಮವಾರ 22.12.2025: [86, 47, 215, 61]
astrologer-card: [8, 1987, 308, 2068]
sign-name: ಧನಸ್ಸು: [583, 2067, 602, 2077]
horoscope-text: ಮೀನ: ಚೀಟಿವ್ಯವಹಾರದಿಂದ ಲಾಭ, ವ್ಯಕ್ತಿಗಳ ಬಗ್ಗೆ ಎಚ್ಚರಿಕೆ, ಉದ್ಯೋಗ ಪ್ರಾಪ್ತಿ.: [633, 2296, 790, 2325]
section-title-sanje: ಸಂಜೆ: [166, 74, 253, 134]
beetroot-text-right: ಆಹಾರ ಯೋಜನೆಯಲ್ಲಿ ಸೇರಿಸಿಕೊಳ್ಳಬಹುದು. ಬೀಟ್ರೂಟ್ ರಸ ವಿಶೇಷವಾಗಿ ಪರಿಣಾಮಕಾರಿಯಾಗಿರುತ್ತದೆ. ಫೈಬರ್ ಅಂಶ ಹೆಚ್ಚಾಗಿರುವುದರಿಂದ ಜೀರ್ಣಕ್ರಿಯೆಗೆ ಸಹಕಾರಿ. ನಿಯಮಿತವಾಗಿ ಸೇವಿಸುವುದರಿಂದ ಚರ್ಮದ ಆರೋಗ್ಯವೂ ಸುಧಾರಿಸುತ್ತದೆ. ಮೆದುಳಿನ ಕಾರ್ಯಕ್ಷಮತೆ ಹೆಚ್ಚಿಸಲು, ಯಕೃತ್ತಿನ ಆರೋಗ್ಯ ಕಾಪಾಡಲು ಹಾಗೂ ದೇಹಕ್ಕೆ ಶಕ್ತಿ ನೀಡಲು ಬೀಟ್ರೂಟ್ ಸೇವನೆ ಉತ್ತಮ. ಬೀಟ್ರೂಟ್ ಸಲಾಡ್, ಸೂಪ್ ಅಥವಾ ರಸದ ರೂಪದಲ್ಲಿ ಸೇವಿಸುವ ಮೂಲಕ ನಿಮ್ಮ ಸಂಪೂರ್ಣ ಆರೋಗ್ಯ ಸುಧಾರಣೆಗೆ ಬೀಟ್ರೂಟ್ ಅನ್ನ ನಿಮ್ಮ ಆಹಾರದ ಭಾಗವಾಗಿಸಿ.: [392, 1130, 699, 1230]
method-title: ಮಾಡುವ ವಿಧಾನ: [473, 225, 698, 267]
toxic-title-line-1: 'ಟಾಕ್ಸಿಕ್' ಸಿನಿಮಾದ ನಟಿ: [1206, 242, 1411, 273]
